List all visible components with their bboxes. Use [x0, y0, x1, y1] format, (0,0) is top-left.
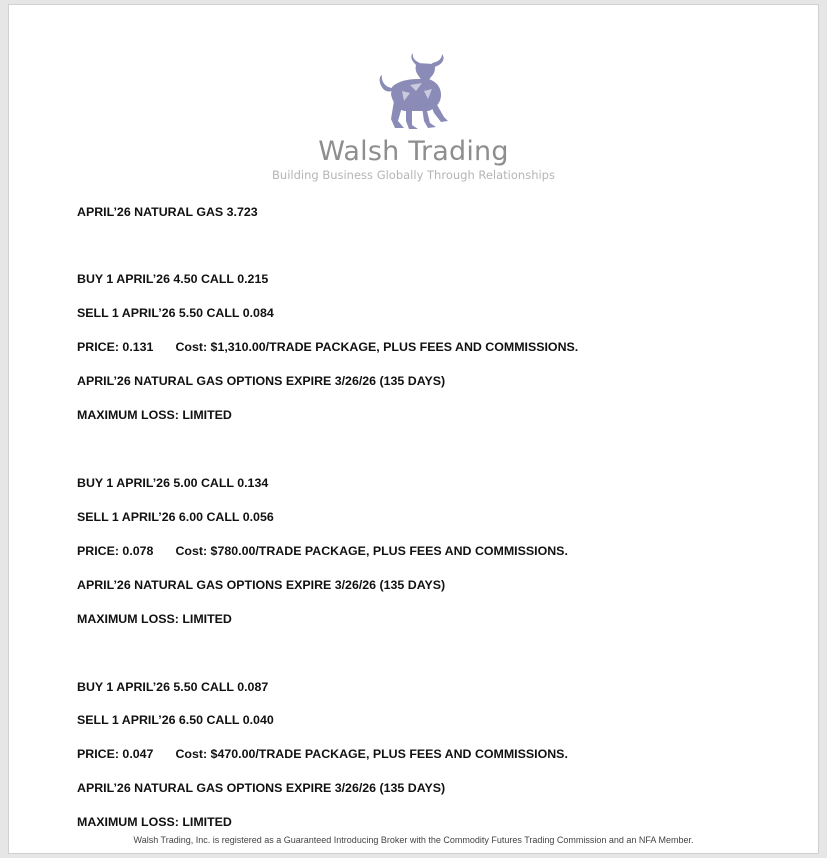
trade-max-loss-line: MAXIMUM LOSS: LIMITED [77, 408, 232, 422]
trade-price-line [77, 747, 568, 761]
company-logo [9, 51, 818, 182]
trade-cost: Cost: $1,310.00/TRADE PACKAGE, PLUS FEES AND COMMISSIONS. [175, 340, 579, 354]
footer-disclaimer: Walsh Trading, Inc. is registered as a Guaranteed Introducing Broker with the Commodity Futures Trading Commission and an NFA Member. [133, 835, 694, 845]
trade-max-loss-line: MAXIMUM LOSS: LIMITED [77, 815, 232, 829]
trade-price: PRICE: 0.047 [77, 747, 154, 761]
bull-icon [364, 51, 464, 131]
brand-name: Walsh Trading [318, 136, 509, 167]
trade-buy-line: BUY 1 APRIL’26 4.50 CALL 0.215 [77, 272, 269, 286]
trade-expiry-line: APRIL’26 NATURAL GAS OPTIONS EXPIRE 3/26/26 (135 DAYS) [77, 781, 446, 795]
trade-price: PRICE: 0.131 [77, 340, 154, 354]
trade-price: PRICE: 0.078 [77, 544, 154, 558]
trade-price-line [77, 340, 578, 354]
trade-buy-line: BUY 1 APRIL’26 5.00 CALL 0.134 [77, 476, 269, 490]
trade-cost: Cost: $470.00/TRADE PACKAGE, PLUS FEES AND COMMISSIONS. [175, 747, 568, 761]
trade-sell-line: SELL 1 APRIL’26 5.50 CALL 0.084 [77, 306, 274, 320]
trade-buy-line: BUY 1 APRIL’26 5.50 CALL 0.087 [77, 680, 269, 694]
underlying-price-line: APRIL’26 NATURAL GAS 3.723 [77, 205, 258, 219]
trade-max-loss-line: MAXIMUM LOSS: LIMITED [77, 612, 232, 626]
document-page [8, 4, 819, 854]
trade-expiry-line: APRIL’26 NATURAL GAS OPTIONS EXPIRE 3/26/26 (135 DAYS) [77, 578, 446, 592]
trade-price-line [77, 544, 568, 558]
trade-expiry-line: APRIL’26 NATURAL GAS OPTIONS EXPIRE 3/26/26 (135 DAYS) [77, 374, 446, 388]
brand-tagline: Building Business Globally Through Relationships [272, 168, 555, 182]
trade-sell-line: SELL 1 APRIL’26 6.00 CALL 0.056 [77, 510, 274, 524]
trade-sell-line: SELL 1 APRIL’26 6.50 CALL 0.040 [77, 713, 274, 727]
trade-cost: Cost: $780.00/TRADE PACKAGE, PLUS FEES AND COMMISSIONS. [175, 544, 568, 558]
